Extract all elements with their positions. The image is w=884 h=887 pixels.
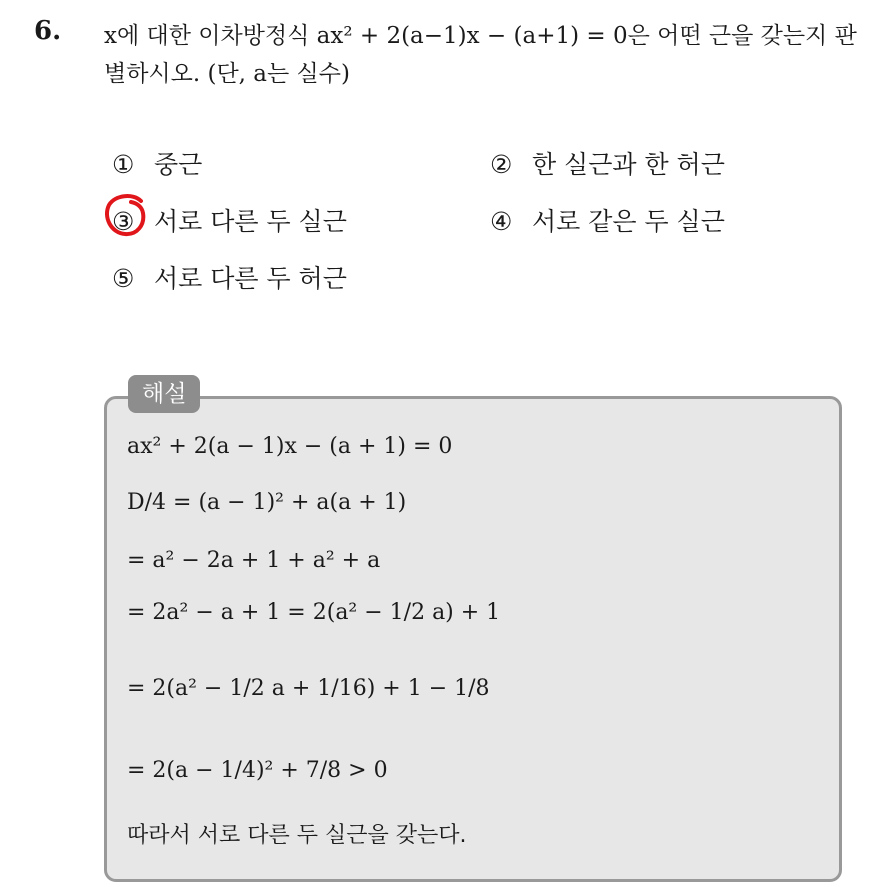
solution-tag: 해설 — [128, 375, 200, 413]
question-number: 6. — [34, 16, 62, 46]
option-label: 한 실근과 한 허근 — [531, 150, 725, 179]
solution-conclusion: 따라서 서로 다른 두 실근을 갖는다. — [127, 823, 467, 848]
option-1[interactable] — [112, 145, 202, 181]
solution-line-5: = 2(a² − 1/2 a + 1/16) + 1 − 1/8 — [127, 676, 490, 701]
option-label: 서로 다른 두 허근 — [153, 264, 347, 293]
solution-line-1: ax² + 2(a − 1)x − (a + 1) = 0 — [127, 434, 453, 459]
option-number: ③ — [112, 207, 135, 236]
option-2[interactable] — [490, 145, 725, 181]
answer-circle-mark — [103, 193, 149, 239]
solution-line-4: = 2a² − a + 1 = 2(a² − 1/2 a) + 1 — [127, 600, 501, 625]
option-label: 중근 — [153, 150, 203, 179]
option-number: ⑤ — [112, 264, 135, 293]
option-4[interactable] — [490, 202, 725, 238]
option-number: ④ — [490, 207, 513, 236]
question-text: x에 대한 이차방정식 ax² + 2(a−1)x − (a+1) = 0은 어떤 근을 갖는지 판별하시오. (단, a는 실수) — [104, 23, 857, 87]
option-number: ② — [490, 150, 513, 179]
option-5[interactable] — [112, 259, 347, 295]
option-label: 서로 다른 두 실근 — [153, 207, 347, 236]
solution-line-2: D/4 = (a − 1)² + a(a + 1) — [127, 490, 407, 515]
option-label: 서로 같은 두 실근 — [531, 207, 725, 236]
option-number: ① — [112, 150, 135, 179]
solution-line-3: = a² − 2a + 1 + a² + a — [127, 548, 381, 573]
solution-box — [104, 396, 842, 882]
solution-line-6: = 2(a − 1/4)² + 7/8 > 0 — [127, 758, 388, 783]
